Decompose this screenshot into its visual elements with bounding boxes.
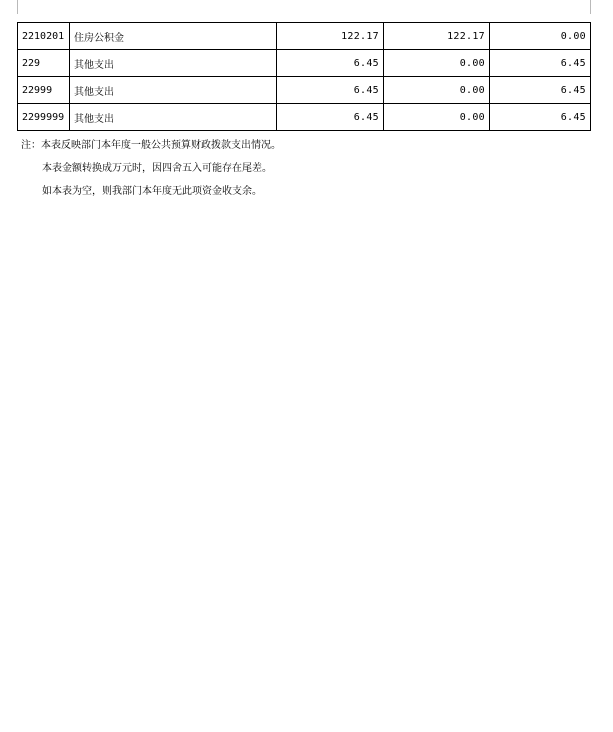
project-expenditure: 6.45 bbox=[490, 50, 591, 77]
subject-code: 229 bbox=[18, 50, 70, 77]
table-row bbox=[18, 104, 591, 131]
total-amount: 122.17 bbox=[277, 23, 384, 50]
project-expenditure: 0.00 bbox=[490, 23, 591, 50]
note-line-2: 本表金额转换成万元时，因四舍五入可能存在尾差。 bbox=[42, 163, 272, 174]
table-notes bbox=[21, 134, 281, 203]
note-line-3: 如本表为空，则我部门本年度无此项资金收支余。 bbox=[42, 186, 262, 197]
table-row bbox=[18, 50, 591, 77]
subject-name: 其他支出 bbox=[70, 104, 277, 131]
subject-name: 其他支出 bbox=[70, 77, 277, 104]
total-amount: 6.45 bbox=[277, 50, 384, 77]
note-line-1: 注：本表反映部门本年度一般公共预算财政拨款支出情况。 bbox=[21, 140, 281, 151]
crop-mark-right bbox=[590, 0, 591, 14]
project-expenditure: 6.45 bbox=[490, 104, 591, 131]
project-expenditure: 6.45 bbox=[490, 77, 591, 104]
basic-expenditure: 0.00 bbox=[384, 50, 490, 77]
subject-code: 2299999 bbox=[18, 104, 70, 131]
table-row bbox=[18, 23, 591, 50]
total-amount: 6.45 bbox=[277, 104, 384, 131]
table-row bbox=[18, 77, 591, 104]
basic-expenditure: 122.17 bbox=[384, 23, 490, 50]
crop-mark-left bbox=[17, 0, 18, 14]
basic-expenditure: 0.00 bbox=[384, 77, 490, 104]
total-amount: 6.45 bbox=[277, 77, 384, 104]
subject-name: 其他支出 bbox=[70, 50, 277, 77]
basic-expenditure: 0.00 bbox=[384, 104, 490, 131]
subject-code: 2210201 bbox=[18, 23, 70, 50]
subject-name: 住房公积金 bbox=[70, 23, 277, 50]
expenditure-table bbox=[17, 22, 591, 131]
subject-code: 22999 bbox=[18, 77, 70, 104]
